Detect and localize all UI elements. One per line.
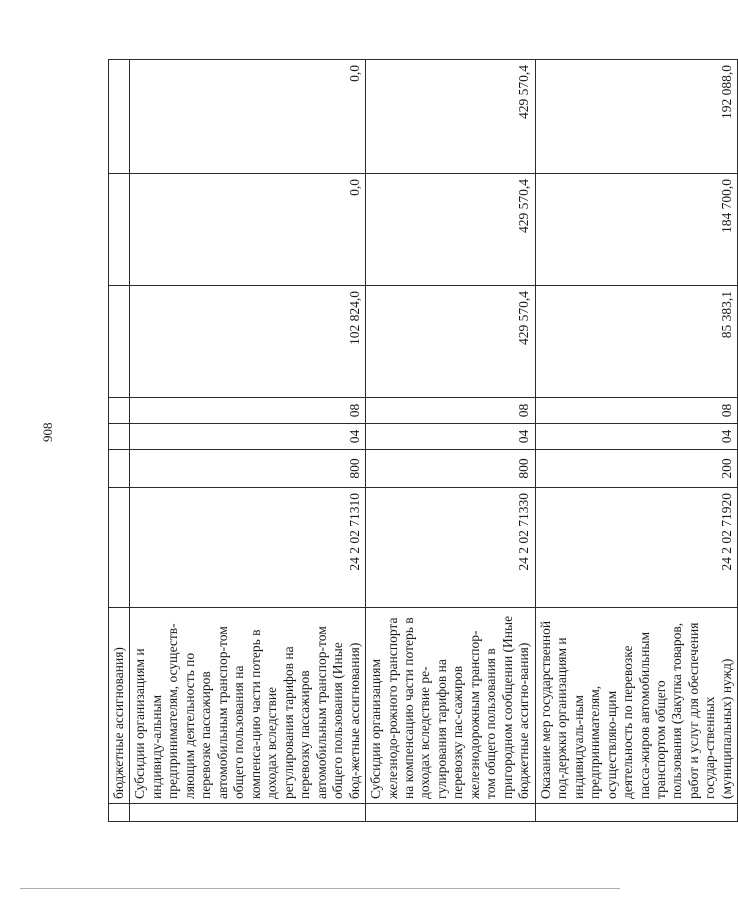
- row-type: 200: [535, 450, 738, 488]
- scan-edge-line: [20, 888, 620, 889]
- row-value-3: 429 570,4: [366, 60, 536, 174]
- row-value-3: 0,0: [130, 60, 366, 174]
- row-value-3: [109, 60, 130, 174]
- budget-table: [108, 59, 738, 822]
- row-code: 24 2 02 71310: [130, 488, 366, 608]
- row-value-2: 184 700,0: [535, 174, 738, 286]
- page-number: 908: [40, 422, 55, 442]
- rotated-table-container: [108, 60, 734, 822]
- row-value-3: 192 088,0: [535, 60, 738, 174]
- row-subsection: [109, 398, 130, 424]
- row-type: 800: [366, 450, 536, 488]
- row-value-2: 429 570,4: [366, 174, 536, 286]
- row-type: [109, 450, 130, 488]
- row-subsection: 08: [366, 398, 536, 424]
- spacer-cell: [535, 804, 738, 822]
- row-code: 24 2 02 71330: [366, 488, 536, 608]
- spacer-cell: [109, 804, 130, 822]
- table-row: [130, 60, 366, 822]
- row-value-1: [109, 286, 130, 398]
- row-name: Субсидии организациям железнодо-рожного транспорта на компенсацию части потерь в доходах вследствие ре-гулирования тарифов на перевозку пас-сажиров железнодорожным транспор-том общего пользования в пригородном сообщении (Иные бюджетные ассигно-вания): [366, 608, 536, 804]
- table-row: [535, 60, 738, 822]
- row-name: Субсидии организациям и индивиду-альным предпринимателям, осуществ-ляющим деятельность по перевозке пассажиров автомобильным транспор-том общего пользования на компенса-цию части потерь в доходах вследствие регулирования тарифов на перевозку пассажиров автомобильным транспор-том общего пользования (Иные бюд-жетные ассигнования): [130, 608, 366, 804]
- table-row: [109, 60, 130, 822]
- table-row: [366, 60, 536, 822]
- row-value-2: [109, 174, 130, 286]
- row-section: [109, 424, 130, 450]
- row-type: 800: [130, 450, 366, 488]
- row-value-1: 102 824,0: [130, 286, 366, 398]
- row-name: бюджетные ассигнования): [109, 608, 130, 804]
- row-code: 24 2 02 71920: [535, 488, 738, 608]
- row-name: Оказание мер государственной под-держки организациям и индивидуаль-ным предпринимателям, осуществляю-щим деятельность по перевозке пасса-жиров автомобильным транспортом общего пользования (Закупка товаров, работ и услуг для обеспечения государ-ственных (муниципальных) нужд): [535, 608, 738, 804]
- row-subsection: 08: [535, 398, 738, 424]
- row-code: [109, 488, 130, 608]
- row-value-2: 0,0: [130, 174, 366, 286]
- row-section: 04: [130, 424, 366, 450]
- spacer-cell: [130, 804, 366, 822]
- row-section: 04: [366, 424, 536, 450]
- row-value-1: 429 570,4: [366, 286, 536, 398]
- spacer-cell: [366, 804, 536, 822]
- row-subsection: 08: [130, 398, 366, 424]
- row-value-1: 85 383,1: [535, 286, 738, 398]
- row-section: 04: [535, 424, 738, 450]
